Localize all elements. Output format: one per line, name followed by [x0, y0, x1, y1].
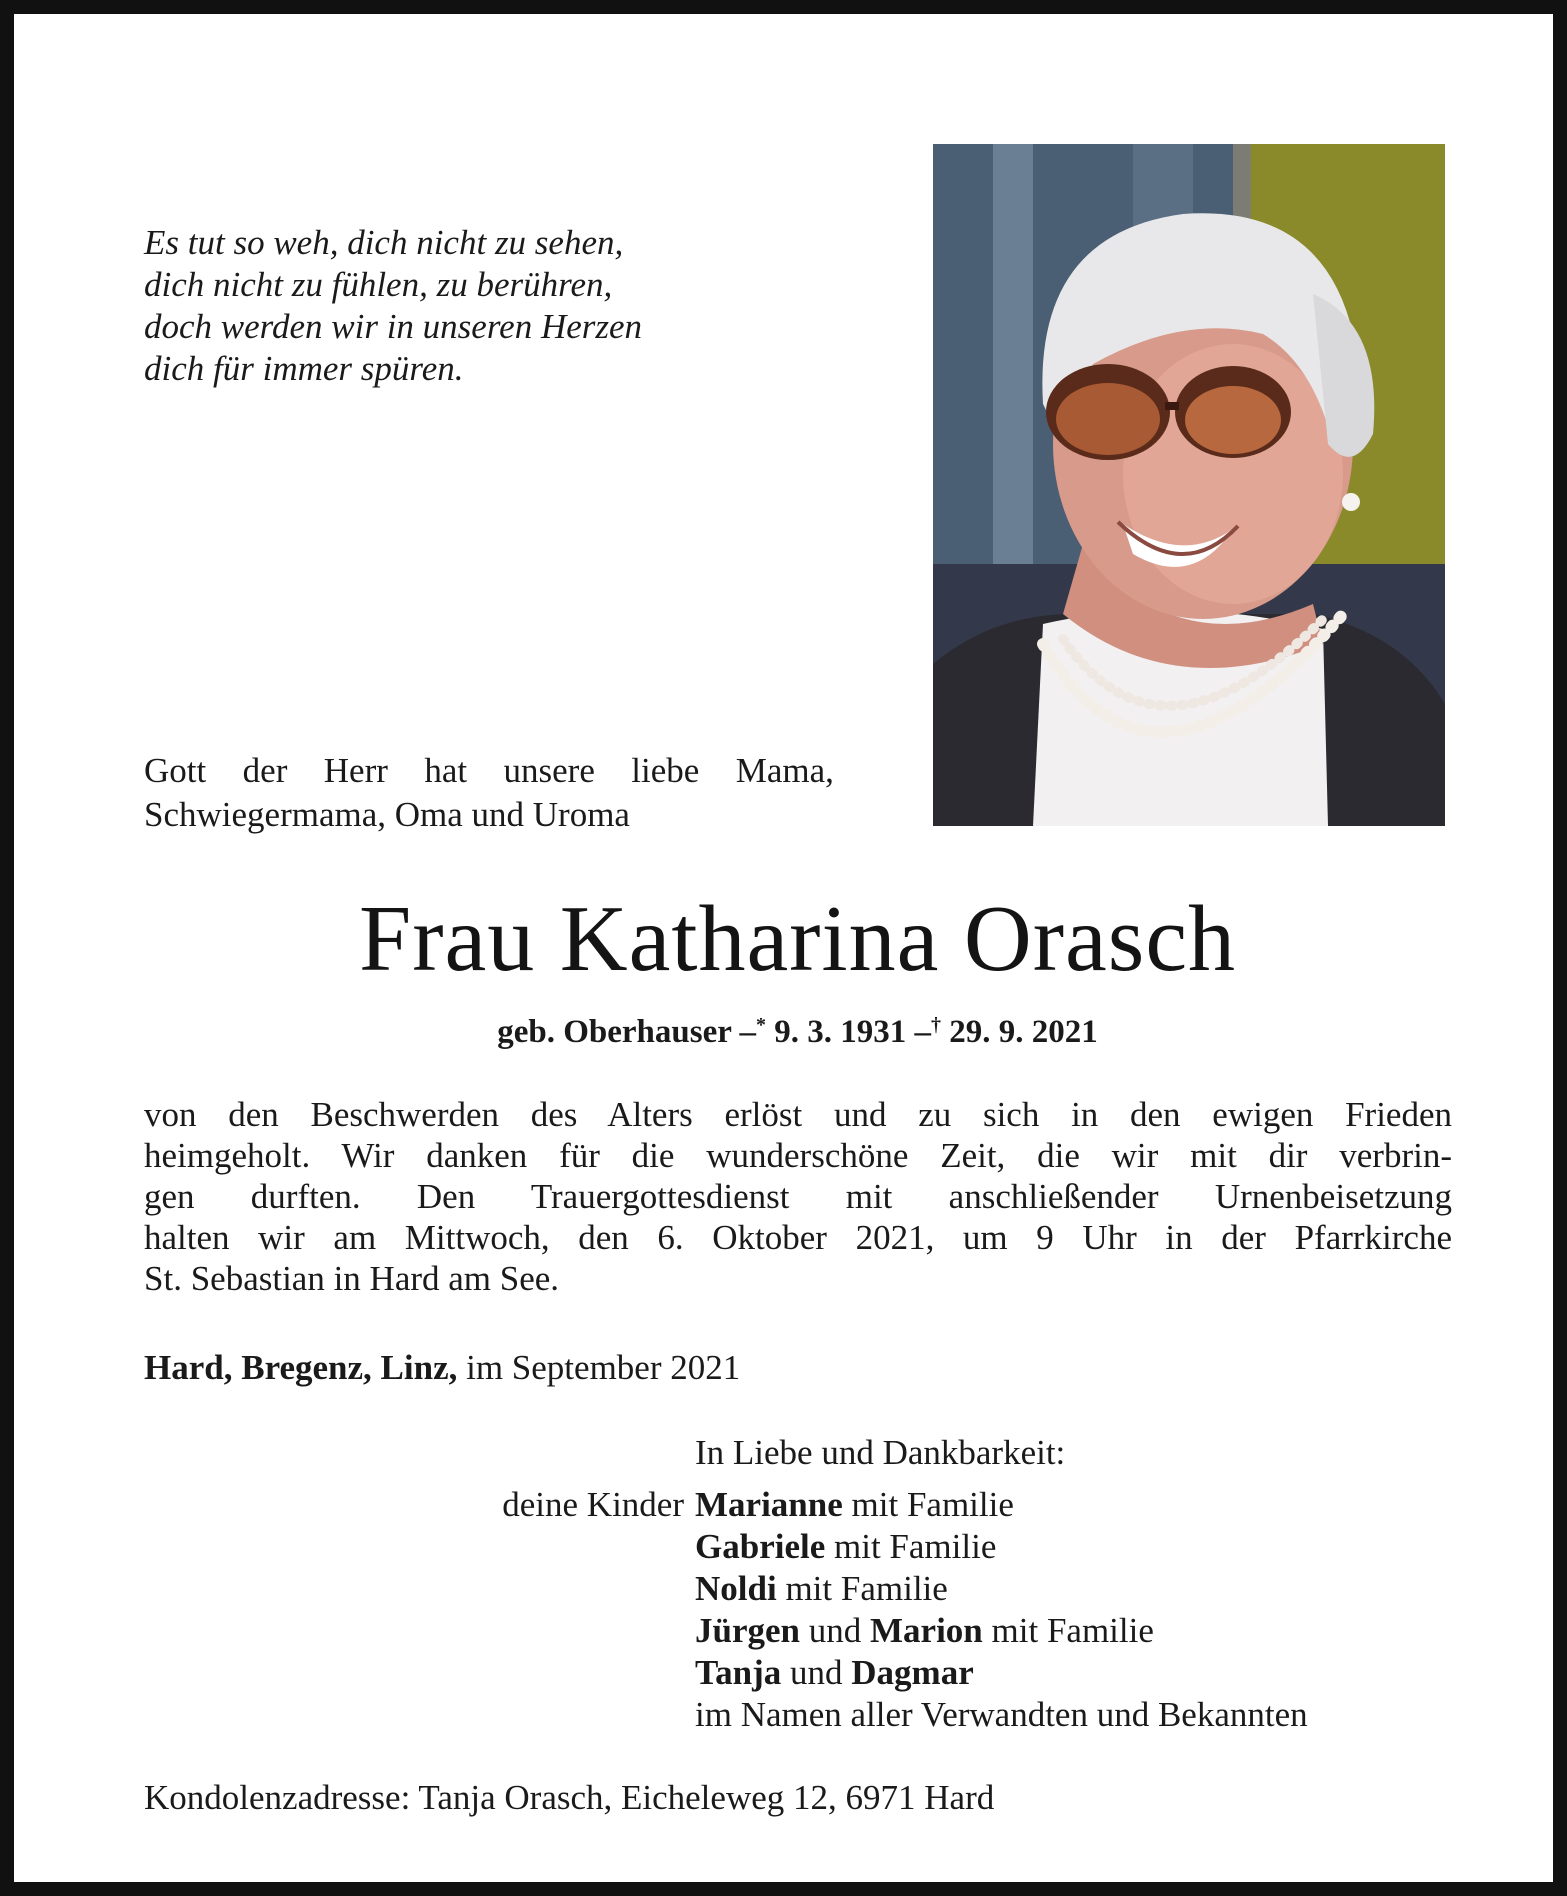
- verse-line: dich nicht zu fühlen, zu berühren,: [144, 265, 613, 304]
- family-suffix: mit Familie: [834, 1527, 997, 1566]
- dash: –: [739, 1014, 757, 1050]
- place-date: [144, 1347, 740, 1389]
- family-name: Tanja: [695, 1653, 782, 1692]
- verse-line: Es tut so weh, dich nicht zu sehen,: [144, 223, 624, 262]
- verse-line: doch werden wir in unseren Herzen: [144, 307, 643, 346]
- intro-line: Schwiegermama, Oma und Uroma: [144, 795, 630, 834]
- family-suffix: mit Familie: [851, 1485, 1014, 1524]
- family-entry: [695, 1526, 1308, 1568]
- family-entry: [695, 1652, 1308, 1694]
- condolence-address: Kondolenzadresse: Tanja Orasch, Eicheleweg 12, 6971 Hard: [144, 1778, 995, 1817]
- intro-line: [144, 749, 834, 793]
- family-name: Dagmar: [851, 1653, 974, 1692]
- family-joiner: und: [808, 1611, 862, 1650]
- signoff-heading: In Liebe und Dankbarkeit:: [695, 1433, 1066, 1472]
- family-name: Marianne: [695, 1485, 843, 1524]
- death-date: 29. 9. 2021: [949, 1014, 1098, 1050]
- verse-line: dich für immer spüren.: [144, 349, 464, 388]
- announcement-text: [144, 1094, 1452, 1299]
- place-month: im September 2021: [466, 1348, 741, 1387]
- birth-symbol: *: [756, 1014, 767, 1036]
- family-name: Jürgen: [695, 1611, 800, 1650]
- birth-date: 9. 3. 1931: [774, 1014, 907, 1050]
- family-suffix: mit Familie: [785, 1569, 948, 1608]
- life-dates: [14, 1011, 1567, 1053]
- text-line: heimgeholt. Wir danken für die wunderschöne Zeit, die wir mit dir verbrin-: [144, 1136, 1452, 1175]
- intro-word: der: [242, 751, 288, 790]
- intro-word: hat: [424, 751, 468, 790]
- family-entry: [695, 1610, 1308, 1652]
- intro-word: Herr: [323, 751, 388, 790]
- deceased-name: Frau Katharina Orasch: [358, 887, 1237, 991]
- memorial-verse: [144, 222, 784, 390]
- intro-word: Mama,: [735, 751, 834, 790]
- closing-line: im Namen aller Verwandten und Bekannten: [695, 1695, 1308, 1734]
- intro-word: Gott: [144, 751, 207, 790]
- kids-label: deine Kinder: [502, 1485, 684, 1524]
- intro-word: liebe: [631, 751, 700, 790]
- text-line: halten wir am Mittwoch, den 6. Oktober 2021, um 9 Uhr in der Pfarrkirche: [144, 1218, 1452, 1257]
- text-line: von den Beschwerden des Alters erlöst und zu sich in den ewigen Frieden: [144, 1095, 1452, 1134]
- intro-word: unsere: [503, 751, 595, 790]
- intro-text: [144, 749, 834, 837]
- death-symbol: †: [931, 1014, 942, 1036]
- family-entry: [695, 1484, 1308, 1526]
- family-name: Gabriele: [695, 1527, 826, 1566]
- family-name: Noldi: [695, 1569, 777, 1608]
- family-entry: [695, 1568, 1308, 1610]
- family-name: Marion: [870, 1611, 983, 1650]
- dash: –: [914, 1014, 932, 1050]
- family-suffix: mit Familie: [991, 1611, 1154, 1650]
- text-line: St. Sebastian in Hard am See.: [144, 1259, 560, 1298]
- maiden-name: geb. Oberhauser: [497, 1014, 732, 1050]
- place-towns: Hard, Bregenz, Linz,: [144, 1348, 458, 1387]
- text-line: gen durften. Den Trauergottesdienst mit anschließender Urnenbeisetzung: [144, 1177, 1452, 1216]
- family-joiner: und: [790, 1653, 843, 1692]
- portrait-photo: [933, 144, 1445, 826]
- family-list: [695, 1484, 1308, 1736]
